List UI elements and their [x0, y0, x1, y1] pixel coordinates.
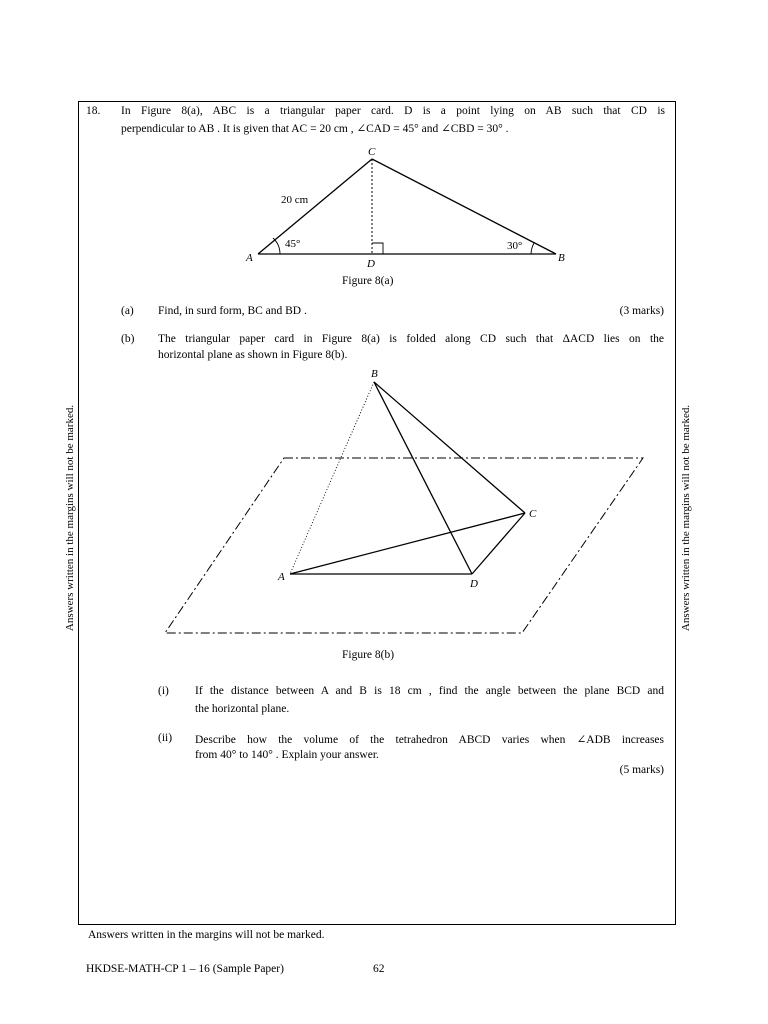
fig-a-angle-arc-b [531, 243, 534, 254]
figure-8a [230, 140, 590, 275]
fig-a-right-angle-mark [372, 243, 383, 254]
left-margin-note: Answers written in the margins will not be marked. [64, 404, 76, 632]
fig-b-edge-bc [374, 382, 525, 513]
sub-part-ii-label: (ii) [158, 732, 173, 744]
fig-a-label-a: A [246, 252, 253, 264]
figure-8b [160, 365, 650, 645]
question-intro-line2: perpendicular to AB . It is given that AC = 20 cm , ∠CAD = 45° and ∠CBD = 30° . [121, 123, 509, 135]
fig-a-angle-a-value: 45° [285, 238, 301, 250]
fig-b-horizontal-plane [165, 458, 643, 633]
sub-part-i-line1: If the distance between A and B is 18 cm , find the angle between the plane BCD and [195, 685, 664, 697]
part-a-label: (a) [121, 305, 134, 317]
fig-b-label-d: D [470, 578, 478, 590]
figure-8a-caption: Figure 8(a) [342, 275, 394, 287]
sub-part-ii-line1: Describe how the volume of the tetrahedron ABCD varies when ∠ADB increases [195, 734, 664, 746]
sub-part-i-label: (i) [158, 685, 169, 697]
part-b-text-line1: The triangular paper card in Figure 8(a) is folded along CD such that ΔACD lies on the [158, 333, 664, 345]
fig-b-edge-ab [290, 382, 374, 574]
fig-a-side-ac-length: 20 cm [281, 194, 309, 206]
part-b-text-line2: horizontal plane as shown in Figure 8(b). [158, 349, 348, 361]
fig-a-side-cb [372, 159, 556, 254]
fig-b-label-b: B [371, 368, 378, 380]
fig-b-edge-bd [374, 382, 472, 574]
part-b-label: (b) [121, 333, 135, 345]
fig-b-label-a: A [278, 571, 285, 583]
right-margin-note: Answers written in the margins will not be marked. [680, 404, 692, 632]
fig-b-edge-ac [290, 513, 525, 574]
fig-a-label-b: B [558, 252, 565, 264]
figure-8b-caption: Figure 8(b) [342, 649, 395, 661]
part-a-text: Find, in surd form, BC and BD . [158, 305, 307, 317]
sub-part-i-line2: the horizontal plane. [195, 703, 290, 715]
footer-page-number: 62 [373, 963, 385, 975]
part-b-marks: (5 marks) [619, 764, 664, 776]
fig-b-label-c: C [529, 508, 537, 520]
question-intro-line1: In Figure 8(a), ABC is a triangular paper card. D is a point lying on AB such that CD is [121, 105, 665, 117]
fig-b-edge-dc [472, 513, 525, 574]
bottom-margin-note: Answers written in the margins will not be marked. [88, 929, 325, 941]
fig-a-label-d: D [367, 258, 375, 270]
fig-a-angle-b-value: 30° [507, 240, 523, 252]
footer-paper-code: HKDSE-MATH-CP 1 – 16 (Sample Paper) [86, 963, 284, 975]
sub-part-ii-line2: from 40° to 140° . Explain your answer. [195, 749, 379, 761]
question-number: 18. [86, 105, 101, 117]
part-a-marks: (3 marks) [619, 305, 664, 317]
fig-a-label-c: C [368, 146, 376, 158]
